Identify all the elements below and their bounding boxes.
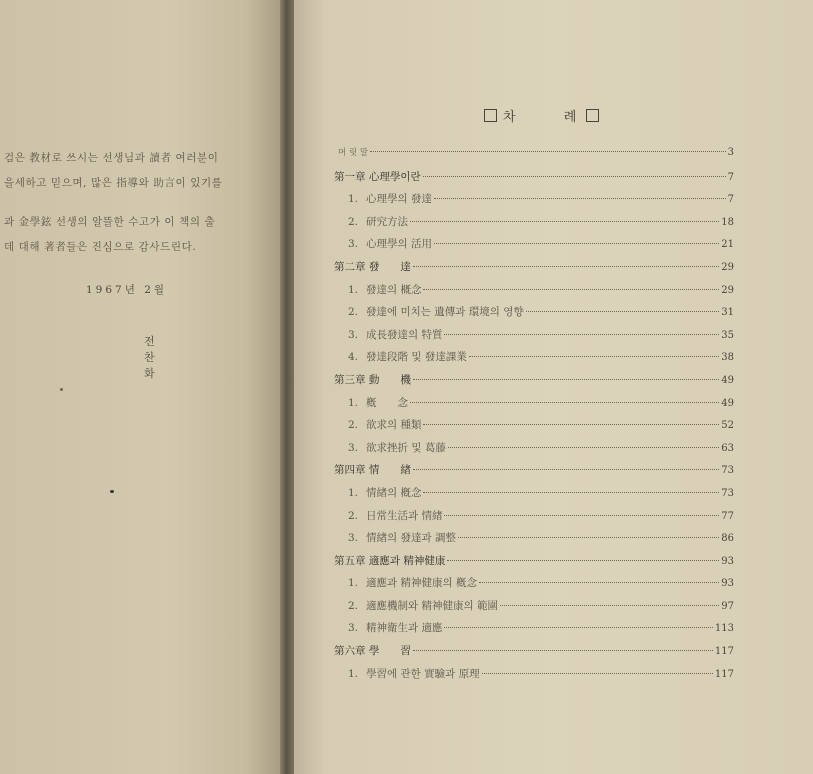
toc-entry (334, 214, 734, 237)
toc-entry-title (348, 349, 467, 364)
toc-entry-label: 研究方法 (366, 215, 408, 228)
title-box-left (484, 109, 497, 122)
toc-entry-page: 93 (721, 578, 734, 590)
toc-entry-label: 第五章 適應과 精神健康 (334, 554, 446, 567)
toc-entry (334, 146, 734, 169)
toc-entry-label: 心理學의 發達 (366, 193, 432, 206)
toc-entry-number: 3. (348, 238, 359, 251)
toc-entry-title (334, 462, 411, 477)
paper-speck (110, 490, 114, 493)
toc-entry (334, 620, 734, 643)
toc-entry-label: 第四章 情 緖 (334, 464, 411, 477)
toc-entry (334, 553, 734, 576)
dot-leader (526, 310, 720, 312)
toc-entry (334, 191, 734, 214)
dot-leader (423, 175, 726, 177)
dot-leader (423, 288, 719, 290)
toc-entry-number: 1. (348, 193, 359, 206)
dot-leader (370, 150, 726, 152)
toc-entry-page: 63 (721, 442, 734, 454)
dot-leader (448, 446, 719, 448)
toc-entry-title (334, 372, 411, 387)
preface-line-1: 검은 教材로 쓰시는 선생님과 讀者 여러분이 (4, 152, 219, 164)
dot-leader (469, 355, 719, 357)
dot-leader (434, 242, 719, 244)
toc-entry-label: 第一章 心理學이란 (334, 170, 421, 183)
toc-entry (334, 304, 734, 327)
toc-entry-title (348, 530, 456, 545)
toc-entry-title (348, 236, 432, 251)
toc-entry-number: 1. (348, 667, 359, 680)
toc-entry-label: 發達에 미치는 遺傳과 環境의 영향 (366, 306, 524, 319)
toc-entry-page: 3 (727, 147, 734, 158)
toc-entry-title (338, 146, 368, 158)
toc-entry-number: 2. (348, 599, 359, 612)
toc-entry-title (348, 214, 408, 229)
toc-entry-label: 情緖의 槪念 (366, 486, 422, 499)
dot-leader (423, 491, 719, 493)
toc-entry-page: 86 (721, 533, 734, 545)
toc-entry (334, 643, 734, 666)
toc-entry-label: 心理學의 活用 (366, 238, 432, 251)
dot-leader (444, 333, 719, 335)
toc-entry-label: 發達段階 및 發達課業 (366, 351, 467, 364)
dot-leader (413, 265, 719, 267)
toc-entry-page: 21 (721, 239, 734, 251)
toc-entry (334, 282, 734, 305)
toc-entry-page: 7 (727, 171, 734, 183)
toc-entry-page: 38 (721, 352, 734, 364)
dot-leader (423, 423, 719, 425)
toc-entry-number: 2. (348, 215, 359, 228)
toc-entry-label: 槪 念 (366, 396, 408, 409)
toc-entry-title (348, 620, 442, 635)
toc-entry (334, 372, 734, 395)
dot-leader (444, 514, 719, 516)
right-page (294, 0, 813, 774)
toc-list (334, 146, 734, 688)
toc-entry-title (348, 575, 477, 590)
toc-entry-page: 113 (714, 623, 734, 635)
toc-entry-number: 2. (348, 306, 359, 319)
toc-entry (334, 462, 734, 485)
toc-entry-title (348, 304, 524, 319)
toc-entry (334, 530, 734, 553)
dot-leader (500, 604, 719, 606)
toc-entry-page: 31 (721, 307, 734, 319)
toc-entry-page: 117 (714, 668, 734, 680)
dot-leader (413, 378, 719, 380)
toc-entry-title (334, 169, 421, 184)
toc-entry-title (348, 485, 421, 500)
toc-entry (334, 666, 734, 689)
toc-entry (334, 598, 734, 621)
toc-entry-number: 3. (348, 441, 359, 454)
toc-entry-title (334, 643, 411, 658)
toc-entry (334, 440, 734, 463)
dot-leader (434, 197, 726, 199)
toc-entry-number: 1. (348, 486, 359, 499)
toc-entry-page: 29 (721, 284, 734, 296)
paper-speck (60, 388, 63, 391)
dot-leader (413, 649, 713, 651)
toc-entry-label: 適應과 精神健康의 槪念 (366, 577, 477, 590)
book-gutter (280, 0, 294, 774)
dot-leader (444, 626, 712, 628)
toc-entry-number: 1. (348, 396, 359, 409)
toc-entry-title (348, 440, 446, 455)
toc-entry-title (334, 553, 445, 568)
dot-leader (413, 468, 719, 470)
toc-entry-label: 第六章 學 習 (334, 645, 411, 658)
toc-title (484, 106, 599, 125)
toc-entry-title (348, 282, 421, 297)
toc-entry-title (348, 417, 421, 432)
title-box-right (586, 109, 599, 122)
toc-entry-number: 2. (348, 419, 359, 432)
left-page (0, 0, 280, 774)
toc-entry-label: 發達의 概念 (366, 283, 422, 296)
toc-entry-page: 77 (721, 510, 734, 522)
toc-entry-title (348, 327, 442, 342)
toc-title-text: 차 례 (503, 110, 599, 125)
toc-entry-page: 52 (721, 420, 734, 432)
toc-entry-page: 93 (721, 555, 734, 567)
toc-entry-number: 3. (348, 622, 359, 635)
toc-entry-number: 3. (348, 532, 359, 545)
toc-entry-page: 29 (721, 261, 734, 273)
toc-entry-title (348, 508, 442, 523)
toc-entry-label: 第三章 動 機 (334, 373, 411, 386)
toc-entry-title (348, 395, 408, 410)
preface-date: 1967년 2월 (86, 284, 168, 296)
toc-entry (334, 417, 734, 440)
dot-leader (447, 559, 719, 561)
toc-entry (334, 395, 734, 418)
toc-entry-page: 117 (714, 646, 734, 658)
toc-entry (334, 236, 734, 259)
dot-leader (410, 401, 719, 403)
dot-leader (479, 581, 719, 583)
toc-entry-page: 73 (721, 465, 734, 477)
preface-author: 전 찬 화 (144, 335, 195, 380)
toc-entry (334, 327, 734, 350)
toc-entry-number: 1. (348, 283, 359, 296)
toc-entry (334, 485, 734, 508)
toc-entry-number: 2. (348, 509, 359, 522)
toc-entry-label: 日常生活과 情緖 (366, 509, 443, 522)
dot-leader (410, 220, 719, 222)
toc-entry-label: 精神衛生과 適應 (366, 622, 443, 635)
toc-entry-title (348, 598, 498, 613)
toc-entry-page: 73 (721, 487, 734, 499)
toc-entry-page: 7 (727, 194, 734, 206)
toc-entry-title (348, 191, 432, 206)
toc-entry-number: 3. (348, 328, 359, 341)
toc-entry-page: 49 (721, 374, 734, 386)
preface-line-4: 과 金學鉉 선생의 알뜰한 수고가 이 책의 출 (4, 216, 216, 228)
dot-leader (458, 536, 719, 538)
toc-entry (334, 508, 734, 531)
toc-entry-label: 學習에 관한 實驗과 原理 (366, 667, 480, 680)
toc-entry-label: 成長發達의 特質 (366, 328, 443, 341)
toc-entry-page: 49 (721, 397, 734, 409)
toc-entry-title (334, 259, 411, 274)
toc-entry-label: 情緖의 發達과 調整 (366, 532, 456, 545)
toc-entry (334, 169, 734, 192)
toc-entry (334, 349, 734, 372)
preface-line-5: 데 대해 著者들은 진심으로 감사드린다. (4, 241, 197, 253)
preface-line-2: 을세하고 믿으며, 많은 指導와 助言이 있기를 (4, 177, 223, 189)
toc-entry-number: 4. (348, 351, 359, 364)
toc-entry-title (348, 666, 480, 681)
toc-entry-page: 18 (721, 216, 734, 228)
toc-entry-label: 欲求挫折 및 葛藤 (366, 441, 446, 454)
toc-entry-label: 머 릿 말 (338, 148, 369, 158)
toc-entry-label: 適應機制와 精神健康의 範圍 (366, 599, 498, 612)
toc-entry-number: 1. (348, 577, 359, 590)
dot-leader (482, 672, 713, 674)
toc-entry (334, 259, 734, 282)
toc-entry-label: 第二章 發 達 (334, 260, 411, 273)
toc-entry-label: 欲求의 種類 (366, 419, 422, 432)
toc-entry-page: 35 (721, 329, 734, 341)
toc-entry-page: 97 (721, 600, 734, 612)
toc-entry (334, 575, 734, 598)
